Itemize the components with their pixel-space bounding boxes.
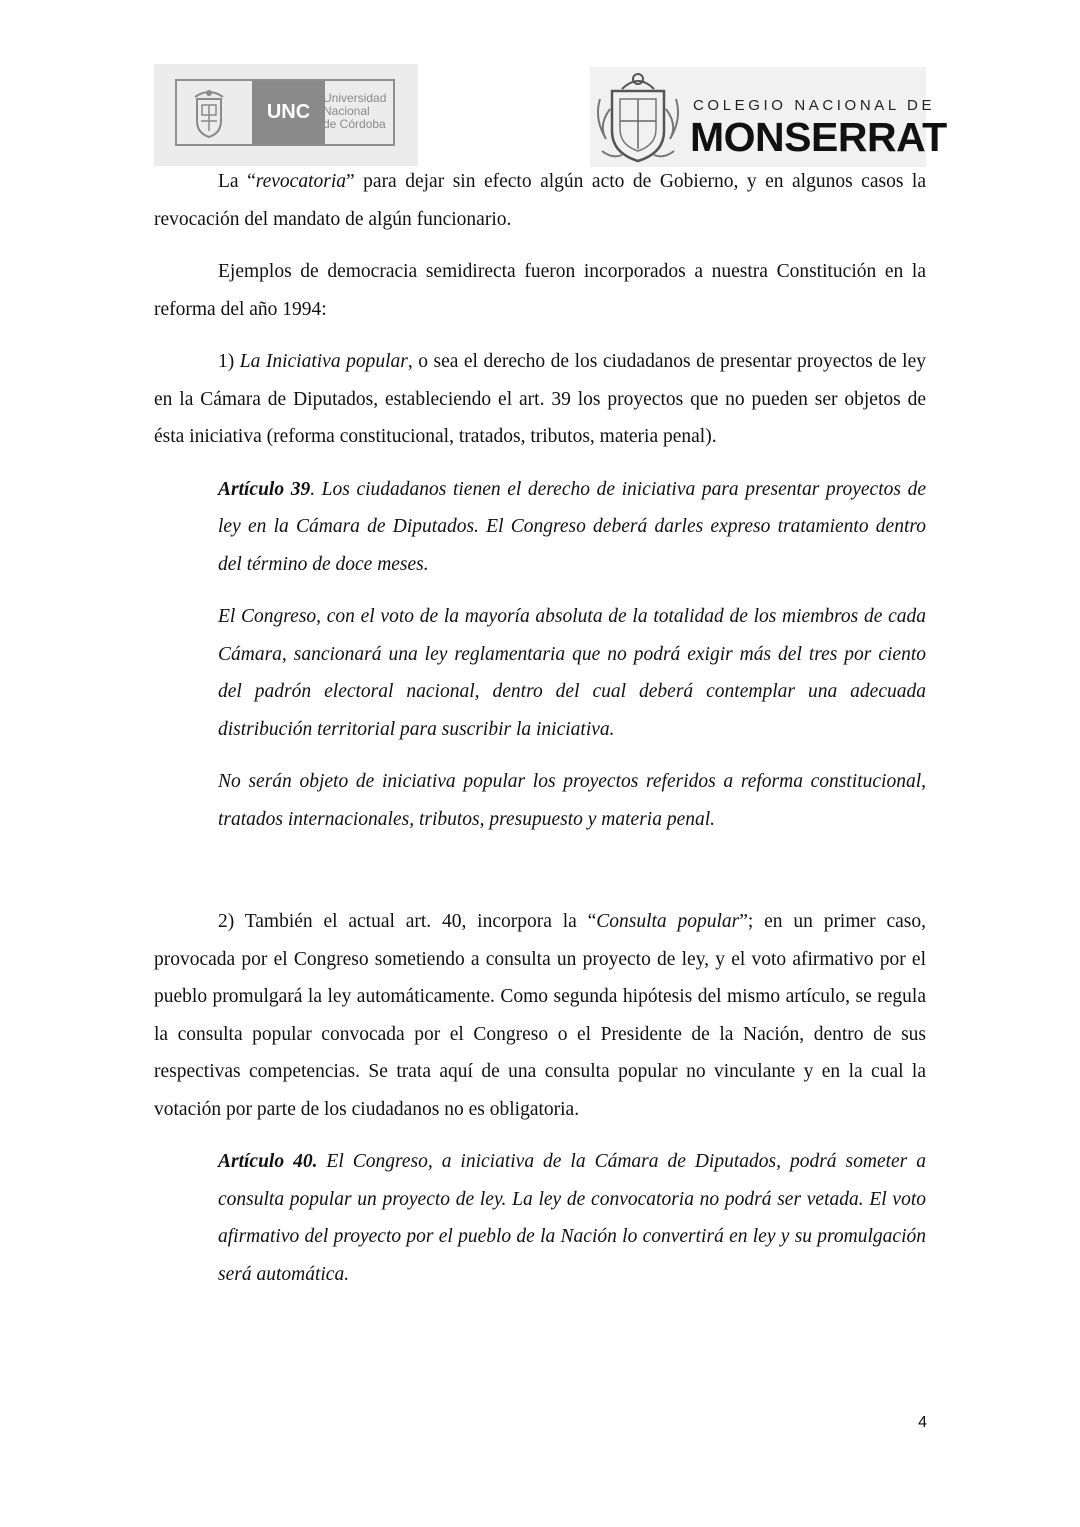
p3-term-iniciativa: La Iniciativa popular [239,351,408,372]
p3-text-a: 1) [218,351,240,372]
article-40-title: Artículo 40. [218,1151,318,1172]
p4-text-c: ”; en un primer caso, provocada por el Congreso sometiendo a consulta un proyecto de ley, y el voto afirmativo por el pueblo promulgará la ley automáticamente. Como segunda hipótesis del mismo artículo, se regula la consulta popular convocada por el Congreso o el Presidente de la Nación, dentro de sus respectivas competencias. Se trata aquí de una consulta popular no vinculante y en la cual la votación por parte de los ciudadanos no es obligatoria. [154,911,927,1120]
unc-name-line-2: Nacional [323,104,370,118]
article-40-text: El Congreso, a iniciativa de la Cámara de Diputados, podrá someter a consulta popular un proyecto de ley. La ley de convocatoria no podrá ser vetada. El voto afirmativo del proyecto por el pueblo de la Nación lo convertirá en ley y su promulgación será automática. [218,1151,926,1285]
p4-term-consulta: Consulta popular [596,911,740,932]
article-39-title: Artículo 39 [218,478,311,500]
p4-text-a: 2) También el actual art. 40, incorpora la “ [218,911,597,932]
page-number: 4 [918,1414,927,1431]
monserrat-logo-line-1: COLEGIO NACIONAL DE [693,97,936,114]
unc-acronym: UNC [252,81,325,144]
unc-name-line-3: de Córdoba [323,117,386,131]
unc-full-name [323,92,393,131]
monserrat-crest-icon [592,69,684,165]
article-39-text: . Los ciudadanos tienen el derecho de iniciativa para presentar proyectos de ley en la Cámara de Diputados. El Congreso deberá darles expreso tratamiento dentro del término de doce meses. [218,478,926,575]
unc-logo-frame [175,79,395,146]
article-39-paragraph-3: No serán objeto de iniciativa popular los proyectos referidos a reforma constitucional, tratados internacionales, tributos, presupuesto y materia penal. [218,771,926,830]
paragraph-consulta-popular [154,903,926,1128]
paragraph-iniciativa-popular [154,343,926,456]
document-body [154,163,926,1308]
unc-crest-icon [191,87,227,139]
p1-term-revocatoria: revocatoria [255,171,346,192]
p3-text-c: , o sea el derecho de los ciudadanos de presentar proyectos de ley en la Cámara de Diputados, estableciendo el art. 39 los proyectos que no pueden ser objetos de ésta iniciativa (reforma constitucional, tratados, tributos, materia penal). [154,351,926,447]
p1-text-a: La “ [218,171,256,192]
paragraph-revocatoria [154,163,926,238]
article-40-quote [218,1143,926,1293]
monserrat-logo-line-2: MONSERRAT [690,114,947,160]
paragraph-semidirecta: Ejemplos de democracia semidirecta fueron incorporados a nuestra Constitución en la reforma del año 1994: [154,261,926,320]
monserrat-logo [590,67,947,167]
section-gap [154,853,926,903]
unc-logo [154,64,418,166]
article-39-paragraph-2: El Congreso, con el voto de la mayoría absoluta de la totalidad de los miembros de cada Cámara, sancionará una ley reglamentaria que no podrá exigir más del tres por ciento del padrón electoral nacional, dentro del cual deberá contemplar una adecuada distribución territorial para suscribir la iniciativa. [218,606,926,740]
article-39-quote [218,471,926,584]
p1-text-c: ” para dejar sin efecto algún acto de Gobierno, y en algunos casos la revocación del mandato de algún funcionario. [154,171,926,230]
unc-name-line-1: Universidad [323,91,387,105]
